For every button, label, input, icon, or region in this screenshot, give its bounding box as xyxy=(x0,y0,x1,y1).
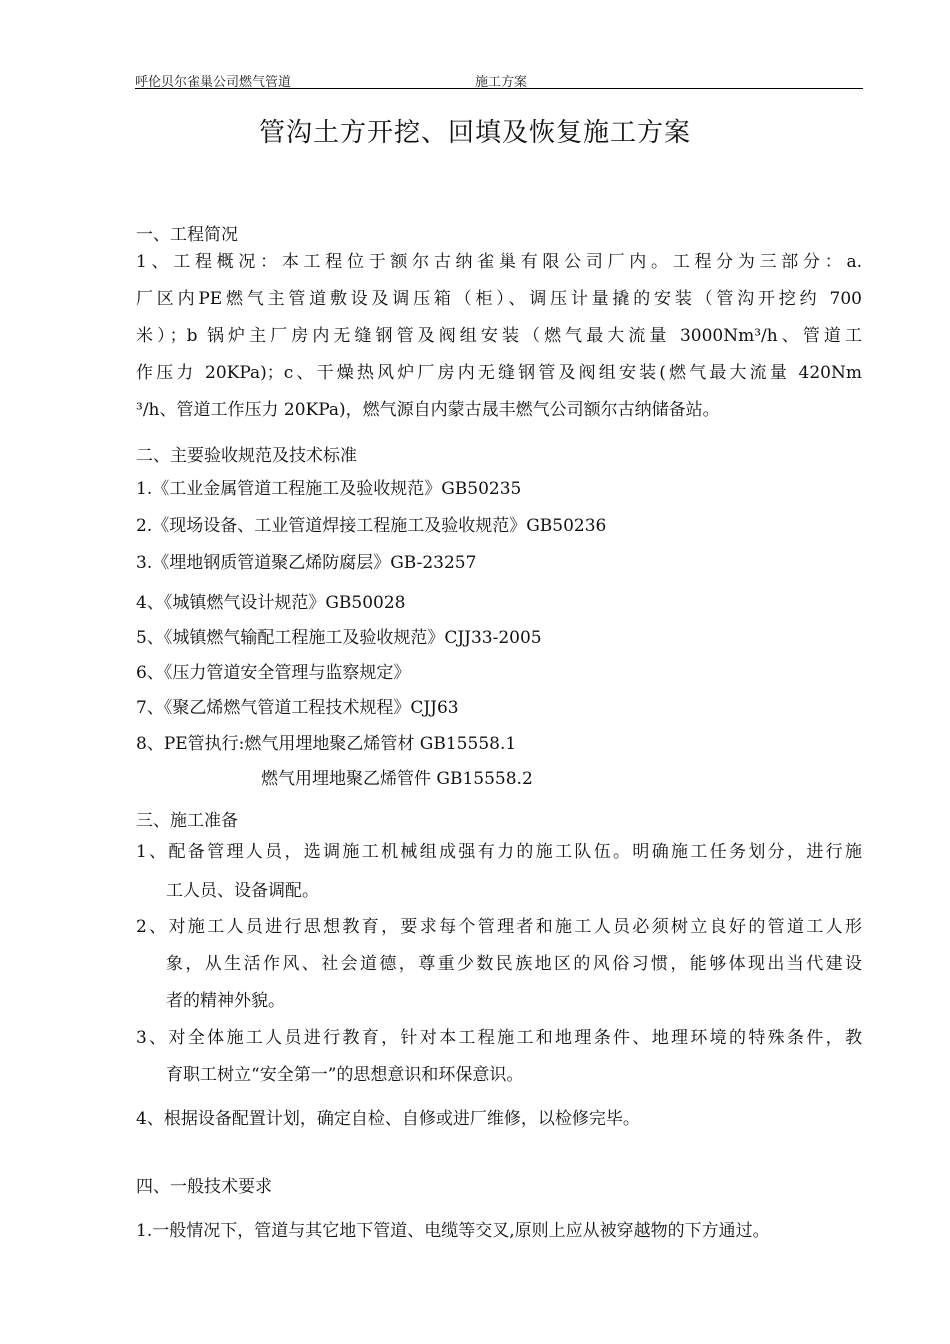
section-3-line-1: 1、配备管理人员，选调施工机械组成强有力的施工队伍。明确施工任务划分，进行施 xyxy=(136,842,862,862)
section-3-line-6: 3、对全体施工人员进行教育，针对本工程施工和地理条件、地理环境的特殊条件，教 xyxy=(136,1028,862,1048)
section-3-line-8: 4、根据设备配置计划，确定自检、自修或进厂维修，以检修完毕。 xyxy=(136,1109,640,1129)
document-title: 管沟土方开挖、回填及恢复施工方案 xyxy=(258,118,691,148)
section-4-line-1: 1.一般情况下，管道与其它地下管道、电缆等交叉,原则上应从被穿越物的下方通过。 xyxy=(136,1221,770,1241)
standard-item-8: 8、PE管执行:燃气用埋地聚乙烯管材 GB15558.1 xyxy=(136,734,517,754)
standard-item-1: 1.《工业金属管道工程施工及验收规范》GB50235 xyxy=(136,479,522,499)
header-doc-type: 施工方案 xyxy=(475,75,528,90)
section-3-line-5: 者的精神外貌。 xyxy=(166,991,285,1011)
section-3-line-4: 象，从生活作风、社会道德，尊重少数民族地区的风俗习惯，能够体现出当代建设 xyxy=(166,954,862,974)
standard-item-4: 4、《城镇燃气设计规范》GB50028 xyxy=(136,593,406,613)
header-project-name: 呼伦贝尔雀巢公司燃气管道 xyxy=(135,75,292,90)
section-4-heading: 四、一般技术要求 xyxy=(136,1177,272,1197)
section-1-line-4: 作压力 20KPa)；c、干燥热风炉厂房内无缝钢管及阀组安装(燃气最大流量 420Nm xyxy=(136,363,862,383)
section-1-line-3: 米）；b 锅炉主厂房内无缝钢管及阀组安装（燃气最大流量 3000Nm³/h、管道工 xyxy=(136,326,862,346)
standard-item-6: 6、《压力管道安全管理与监察规定》 xyxy=(136,663,411,683)
standard-item-3: 3.《埋地钢质管道聚乙烯防腐层》GB-23257 xyxy=(136,553,477,573)
section-3-line-7: 育职工树立“安全第一”的思想意识和环保意识。 xyxy=(166,1065,524,1085)
page-header xyxy=(135,68,863,89)
section-2-heading: 二、主要验收规范及技术标准 xyxy=(136,446,357,466)
section-1-heading: 一、工程简况 xyxy=(136,225,238,245)
standard-item-2: 2.《现场设备、工业管道焊接工程施工及验收规范》GB50236 xyxy=(136,516,607,536)
section-3-line-2: 工人员、设备调配。 xyxy=(166,881,319,901)
section-1-line-5: ³/h、管道工作压力 20KPa)，燃气源自内蒙古晟丰燃气公司额尔古纳储备站。 xyxy=(136,400,720,420)
section-1-line-2: 厂区内PE燃气主管道敷设及调压箱（柜）、调压计量撬的安装（管沟开挖约 700 xyxy=(136,289,862,309)
section-1-line-1: 1、工程概况：本工程位于额尔古纳雀巢有限公司厂内。工程分为三部分：a. xyxy=(136,252,862,272)
section-3-line-3: 2、对施工人员进行思想教育，要求每个管理者和施工人员必须树立良好的管道工人形 xyxy=(136,917,862,937)
standard-item-8-continuation: 燃气用埋地聚乙烯管件 GB15558.2 xyxy=(261,769,533,789)
standard-item-7: 7、《聚乙烯燃气管道工程技术规程》CJJ63 xyxy=(136,698,459,718)
section-3-heading: 三、施工准备 xyxy=(136,811,238,831)
standard-item-5: 5、《城镇燃气输配工程施工及验收规范》CJJ33-2005 xyxy=(136,628,542,648)
